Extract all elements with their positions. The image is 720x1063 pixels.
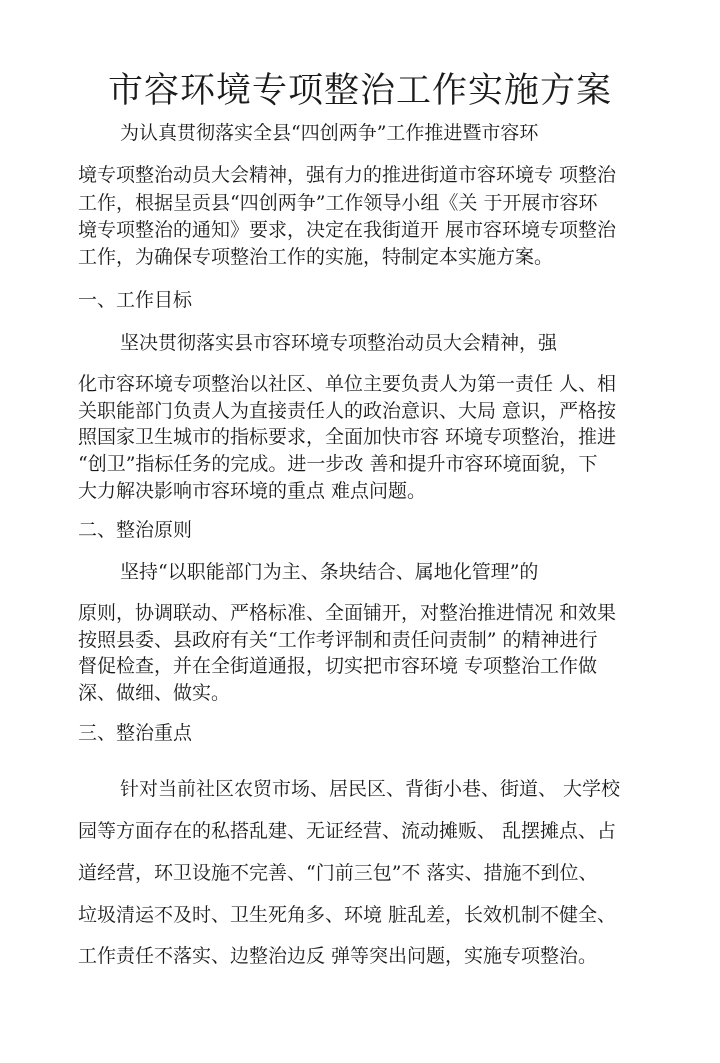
principles-line-5: 深、做细、做实。 (78, 682, 231, 704)
goals-line-4: 照国家卫生城市的指标要求，全面加快市容 环境专项整治，推进 (78, 426, 617, 448)
goals-line-6: 大力解决影响市容环境的重点 难点问题。 (78, 480, 427, 502)
principles-line-1: 坚持“以职能部门为主、条块结合、属地化管理”的 (120, 561, 539, 583)
principles-line-2: 原则，协调联动、严格标准、全面铺开，对整治推进情况 和效果 (78, 602, 617, 624)
section-heading-goals: 一、工作目标 (78, 289, 193, 311)
goals-line-2: 化市容环境专项整治以社区、单位主要负责人为第一责任 人、相 (78, 373, 617, 395)
principles-line-4: 督促检查，并在全街道通报，切实把市容环境 专项整治工作做 (78, 655, 598, 677)
focus-line-2: 园等方面存在的私搭乱建、无证经营、流动摊贩、 乱摆摊点、占 (78, 820, 617, 842)
section-heading-principles: 二、整治原则 (78, 519, 193, 541)
section-heading-focus: 三、整治重点 (78, 722, 193, 744)
focus-line-3: 道经营，环卫设施不完善、“门前三包”不 落实、措施不到位、 (78, 862, 598, 884)
intro-line-1: 为认真贯彻落实全县“四创两争”工作推进暨市容环 (120, 122, 539, 144)
page-title: 市容环境专项整治工作实施方案 (107, 71, 612, 111)
intro-line-4: 境专项整治的通知》要求，决定在我街道开 展市容环境专项整治 (78, 219, 617, 241)
focus-line-1: 针对当前社区农贸市场、居民区、背街小巷、街道、 大学校 (120, 778, 621, 800)
intro-line-5: 工作，为确保专项整治工作的实施，特制定本实施方案。 (78, 246, 554, 268)
goals-line-5: “创卫”指标任务的完成。进一步改 善和提升市容环境面貌，下 (78, 453, 598, 475)
focus-line-4: 垃圾清运不及时、卫生死角多、环境 脏乱差，长效机制不健全、 (78, 904, 617, 926)
principles-line-3: 按照县委、县政府有关“工作考评制和责任问责制” 的精神进行 (78, 629, 598, 651)
focus-line-5: 工作责任不落实、边整治边反 弹等突出问题，实施专项整治。 (78, 945, 598, 967)
intro-line-2: 境专项整治动员大会精神，强有力的推进街道市容环境专 项整治 (78, 164, 617, 186)
goals-line-1: 坚决贯彻落实县市容环境专项整治动员大会精神，强 (120, 332, 558, 354)
goals-line-3: 关职能部门负责人为直接责任人的政治意识、大局 意识，严格按 (78, 400, 617, 422)
intro-line-3: 工作，根据呈贡县“四创两争”工作领导小组《关 于开展市容环 (78, 192, 598, 214)
